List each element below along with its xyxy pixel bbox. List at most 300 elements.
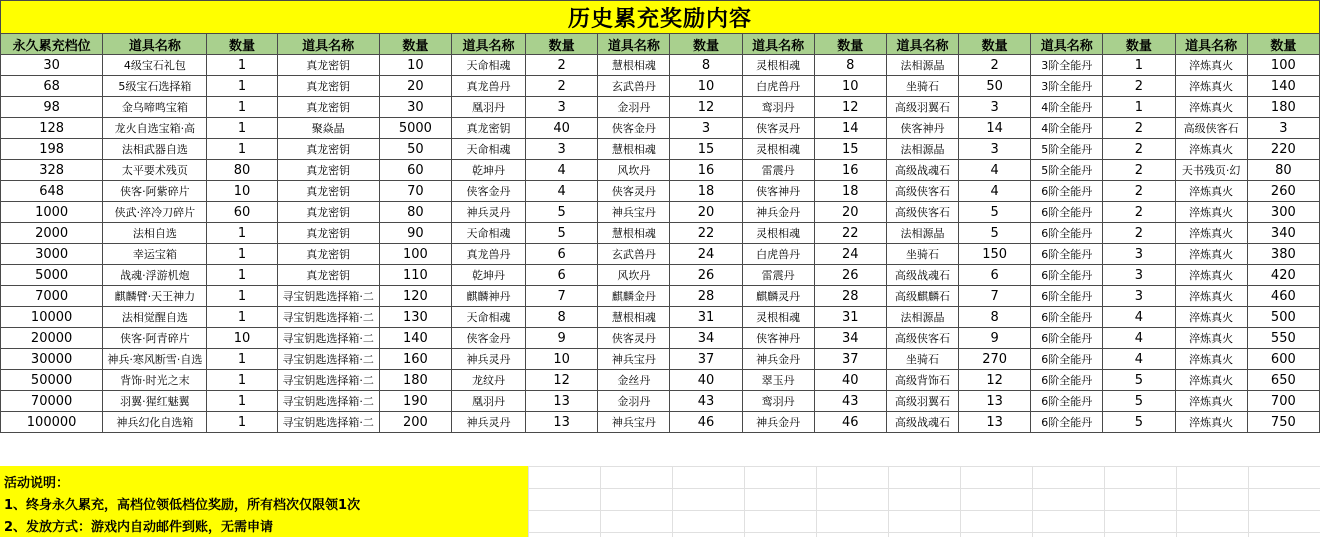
quantity-cell: 1: [207, 370, 277, 391]
item-name-cell: 高级战魂石: [886, 412, 958, 433]
tier-cell: 198: [1, 139, 103, 160]
quantity-cell: 2: [526, 55, 598, 76]
item-name-cell: 翠玉丹: [742, 370, 814, 391]
item-name-cell: 6阶全能丹: [1031, 307, 1103, 328]
quantity-cell: 10: [207, 181, 277, 202]
item-name-cell: 寻宝钥匙选择箱·二: [277, 307, 379, 328]
item-name-cell: 寻宝钥匙选择箱·二: [277, 412, 379, 433]
item-name-cell: 法相自选: [103, 223, 207, 244]
quantity-cell: 24: [814, 244, 886, 265]
quantity-cell: 5: [526, 202, 598, 223]
item-name-cell: 背饰·时光之末: [103, 370, 207, 391]
table-row: [1, 244, 1320, 265]
quantity-cell: 13: [959, 391, 1031, 412]
item-name-cell: 高级侠客石: [886, 181, 958, 202]
item-name-cell: 淬炼真火: [1175, 55, 1247, 76]
quantity-cell: 3: [959, 139, 1031, 160]
item-name-cell: 淬炼真火: [1175, 76, 1247, 97]
item-name-cell: 天命相魂: [451, 139, 525, 160]
item-name-cell: 真龙密钥: [277, 181, 379, 202]
quantity-cell: 750: [1247, 412, 1319, 433]
item-name-cell: 淬炼真火: [1175, 181, 1247, 202]
column-header: 永久累充档位: [1, 34, 103, 55]
tier-cell: 7000: [1, 286, 103, 307]
item-name-cell: 金丝丹: [598, 370, 670, 391]
notes-line-1: 1、终身永久累充，高档位领低档位奖励，所有档次仅限领1次: [4, 498, 361, 513]
tier-cell: 328: [1, 160, 103, 181]
column-header: 数量: [670, 34, 742, 55]
item-name-cell: 侠武·淬冷刀碎片: [103, 202, 207, 223]
item-name-cell: 龙火自选宝箱·高: [103, 118, 207, 139]
item-name-cell: 幸运宝箱: [103, 244, 207, 265]
quantity-cell: 8: [670, 55, 742, 76]
item-name-cell: 乾坤丹: [451, 265, 525, 286]
column-header: 道具名称: [742, 34, 814, 55]
quantity-cell: 5: [526, 223, 598, 244]
quantity-cell: 40: [814, 370, 886, 391]
quantity-cell: 4: [526, 181, 598, 202]
item-name-cell: 4级宝石礼包: [103, 55, 207, 76]
item-name-cell: 3阶全能丹: [1031, 76, 1103, 97]
item-name-cell: 淬炼真火: [1175, 286, 1247, 307]
item-name-cell: 慧根相魂: [598, 139, 670, 160]
quantity-cell: 8: [814, 55, 886, 76]
quantity-cell: 13: [526, 412, 598, 433]
quantity-cell: 5: [959, 223, 1031, 244]
item-name-cell: 寻宝钥匙选择箱·二: [277, 391, 379, 412]
quantity-cell: 22: [814, 223, 886, 244]
item-name-cell: 淬炼真火: [1175, 391, 1247, 412]
column-header: 道具名称: [598, 34, 670, 55]
item-name-cell: 真龙兽丹: [451, 76, 525, 97]
item-name-cell: 坐骑石: [886, 244, 958, 265]
item-name-cell: 真龙密钥: [277, 244, 379, 265]
item-name-cell: 神兵幻化自选箱: [103, 412, 207, 433]
tier-cell: 100000: [1, 412, 103, 433]
quantity-cell: 30: [379, 97, 451, 118]
quantity-cell: 80: [207, 160, 277, 181]
quantity-cell: 90: [379, 223, 451, 244]
tier-cell: 2000: [1, 223, 103, 244]
item-name-cell: 雷震丹: [742, 160, 814, 181]
item-name-cell: 6阶全能丹: [1031, 286, 1103, 307]
item-name-cell: 5阶全能丹: [1031, 139, 1103, 160]
item-name-cell: 神兵金丹: [742, 412, 814, 433]
quantity-cell: 1: [1103, 97, 1175, 118]
item-name-cell: 真龙密钥: [277, 97, 379, 118]
item-name-cell: 玄武兽丹: [598, 244, 670, 265]
item-name-cell: 寻宝钥匙选择箱·二: [277, 286, 379, 307]
quantity-cell: 5: [959, 202, 1031, 223]
quantity-cell: 31: [670, 307, 742, 328]
quantity-cell: 10: [379, 55, 451, 76]
item-name-cell: 神兵宝丹: [598, 202, 670, 223]
tier-cell: 3000: [1, 244, 103, 265]
item-name-cell: 淬炼真火: [1175, 97, 1247, 118]
item-name-cell: 法相源晶: [886, 55, 958, 76]
item-name-cell: 真龙密钥: [277, 202, 379, 223]
item-name-cell: 天命相魂: [451, 55, 525, 76]
item-name-cell: 6阶全能丹: [1031, 412, 1103, 433]
item-name-cell: 坐骑石: [886, 349, 958, 370]
quantity-cell: 5: [1103, 412, 1175, 433]
item-name-cell: 麒麟金丹: [598, 286, 670, 307]
item-name-cell: 灵根相魂: [742, 55, 814, 76]
quantity-cell: 200: [379, 412, 451, 433]
quantity-cell: 15: [814, 139, 886, 160]
item-name-cell: 侠客金丹: [598, 118, 670, 139]
quantity-cell: 140: [1247, 76, 1319, 97]
quantity-cell: 380: [1247, 244, 1319, 265]
quantity-cell: 110: [379, 265, 451, 286]
item-name-cell: 6阶全能丹: [1031, 223, 1103, 244]
quantity-cell: 20: [379, 76, 451, 97]
item-name-cell: 凰羽丹: [451, 391, 525, 412]
item-name-cell: 慧根相魂: [598, 55, 670, 76]
quantity-cell: 3: [1103, 265, 1175, 286]
tier-cell: 30: [1, 55, 103, 76]
item-name-cell: 高级侠客石: [886, 328, 958, 349]
quantity-cell: 60: [207, 202, 277, 223]
item-name-cell: 聚焱晶: [277, 118, 379, 139]
item-name-cell: 真龙兽丹: [451, 244, 525, 265]
item-name-cell: 玄武兽丹: [598, 76, 670, 97]
item-name-cell: 6阶全能丹: [1031, 328, 1103, 349]
item-name-cell: 法相源晶: [886, 307, 958, 328]
item-name-cell: 4阶全能丹: [1031, 97, 1103, 118]
quantity-cell: 150: [959, 244, 1031, 265]
item-name-cell: 真龙密钥: [277, 265, 379, 286]
item-name-cell: 太平要术残页: [103, 160, 207, 181]
quantity-cell: 6: [526, 265, 598, 286]
quantity-cell: 100: [1247, 55, 1319, 76]
item-name-cell: 淬炼真火: [1175, 223, 1247, 244]
quantity-cell: 5: [1103, 391, 1175, 412]
quantity-cell: 2: [1103, 223, 1175, 244]
item-name-cell: 淬炼真火: [1175, 328, 1247, 349]
quantity-cell: 50: [379, 139, 451, 160]
item-name-cell: 麒麟灵丹: [742, 286, 814, 307]
item-name-cell: 3阶全能丹: [1031, 55, 1103, 76]
item-name-cell: 侠客灵丹: [742, 118, 814, 139]
quantity-cell: 26: [814, 265, 886, 286]
tier-cell: 70000: [1, 391, 103, 412]
item-name-cell: 高级战魂石: [886, 160, 958, 181]
quantity-cell: 15: [670, 139, 742, 160]
table-row: [1, 370, 1320, 391]
quantity-cell: 340: [1247, 223, 1319, 244]
item-name-cell: 6阶全能丹: [1031, 265, 1103, 286]
item-name-cell: 侠客灵丹: [598, 181, 670, 202]
quantity-cell: 1: [207, 412, 277, 433]
quantity-cell: 10: [526, 349, 598, 370]
column-header: 数量: [379, 34, 451, 55]
quantity-cell: 8: [959, 307, 1031, 328]
item-name-cell: 寻宝钥匙选择箱·二: [277, 370, 379, 391]
quantity-cell: 37: [670, 349, 742, 370]
table-row: [1, 118, 1320, 139]
quantity-cell: 80: [379, 202, 451, 223]
column-header: 数量: [526, 34, 598, 55]
item-name-cell: 灵根相魂: [742, 307, 814, 328]
quantity-cell: 160: [379, 349, 451, 370]
item-name-cell: 天命相魂: [451, 307, 525, 328]
item-name-cell: 天书残页·幻: [1175, 160, 1247, 181]
quantity-cell: 190: [379, 391, 451, 412]
quantity-cell: 43: [670, 391, 742, 412]
quantity-cell: 3: [670, 118, 742, 139]
quantity-cell: 12: [670, 97, 742, 118]
column-header: 道具名称: [886, 34, 958, 55]
quantity-cell: 2: [526, 76, 598, 97]
item-name-cell: 风坎丹: [598, 265, 670, 286]
item-name-cell: 侠客金丹: [451, 181, 525, 202]
column-header: 道具名称: [277, 34, 379, 55]
item-name-cell: 真龙密钥: [277, 55, 379, 76]
quantity-cell: 50: [959, 76, 1031, 97]
quantity-cell: 270: [959, 349, 1031, 370]
item-name-cell: 慧根相魂: [598, 307, 670, 328]
item-name-cell: 高级麒麟石: [886, 286, 958, 307]
quantity-cell: 46: [814, 412, 886, 433]
quantity-cell: 6: [526, 244, 598, 265]
quantity-cell: 2: [1103, 181, 1175, 202]
item-name-cell: 白虎兽丹: [742, 76, 814, 97]
quantity-cell: 650: [1247, 370, 1319, 391]
item-name-cell: 天命相魂: [451, 223, 525, 244]
quantity-cell: 300: [1247, 202, 1319, 223]
item-name-cell: 法相源晶: [886, 223, 958, 244]
quantity-cell: 1: [207, 244, 277, 265]
quantity-cell: 10: [814, 76, 886, 97]
table-row: [1, 328, 1320, 349]
item-name-cell: 侠客金丹: [451, 328, 525, 349]
activity-notes: [0, 466, 528, 537]
quantity-cell: 120: [379, 286, 451, 307]
quantity-cell: 34: [670, 328, 742, 349]
quantity-cell: 1: [207, 55, 277, 76]
tier-cell: 5000: [1, 265, 103, 286]
quantity-cell: 12: [814, 97, 886, 118]
quantity-cell: 1: [207, 97, 277, 118]
item-name-cell: 6阶全能丹: [1031, 202, 1103, 223]
quantity-cell: 7: [526, 286, 598, 307]
quantity-cell: 80: [1247, 160, 1319, 181]
quantity-cell: 3: [526, 139, 598, 160]
quantity-cell: 1: [207, 349, 277, 370]
table-row: [1, 76, 1320, 97]
column-header: 数量: [207, 34, 277, 55]
item-name-cell: 鸾羽丹: [742, 391, 814, 412]
quantity-cell: 1: [207, 265, 277, 286]
notes-heading: 活动说明：: [4, 476, 70, 491]
item-name-cell: 法相武器自选: [103, 139, 207, 160]
quantity-cell: 14: [959, 118, 1031, 139]
item-name-cell: 神兵·寒风断雪·自选: [103, 349, 207, 370]
item-name-cell: 寻宝钥匙选择箱·二: [277, 328, 379, 349]
item-name-cell: 淬炼真火: [1175, 265, 1247, 286]
quantity-cell: 1: [207, 223, 277, 244]
item-name-cell: 麒麟神丹: [451, 286, 525, 307]
item-name-cell: 6阶全能丹: [1031, 244, 1103, 265]
column-header: 数量: [1103, 34, 1175, 55]
item-name-cell: 淬炼真火: [1175, 202, 1247, 223]
item-name-cell: 神兵宝丹: [598, 412, 670, 433]
quantity-cell: 4: [959, 181, 1031, 202]
item-name-cell: 侠客灵丹: [598, 328, 670, 349]
quantity-cell: 10: [670, 76, 742, 97]
tier-cell: 20000: [1, 328, 103, 349]
item-name-cell: 高级侠客石: [886, 202, 958, 223]
tier-cell: 98: [1, 97, 103, 118]
item-name-cell: 神兵金丹: [742, 349, 814, 370]
table-row: [1, 139, 1320, 160]
quantity-cell: 2: [1103, 118, 1175, 139]
quantity-cell: 3: [1103, 286, 1175, 307]
notes-line-2: 2、发放方式：游戏内自动邮件到账，无需申请: [4, 520, 274, 535]
column-header: 道具名称: [451, 34, 525, 55]
item-name-cell: 神兵金丹: [742, 202, 814, 223]
item-name-cell: 凰羽丹: [451, 97, 525, 118]
quantity-cell: 4: [1103, 328, 1175, 349]
header-row: [1, 34, 1320, 55]
quantity-cell: 3: [526, 97, 598, 118]
quantity-cell: 2: [959, 55, 1031, 76]
quantity-cell: 12: [526, 370, 598, 391]
item-name-cell: 高级侠客石: [1175, 118, 1247, 139]
table-row: [1, 160, 1320, 181]
quantity-cell: 2: [1103, 202, 1175, 223]
item-name-cell: 5阶全能丹: [1031, 160, 1103, 181]
quantity-cell: 130: [379, 307, 451, 328]
quantity-cell: 1: [207, 139, 277, 160]
quantity-cell: 5000: [379, 118, 451, 139]
quantity-cell: 43: [814, 391, 886, 412]
item-name-cell: 高级羽翼石: [886, 97, 958, 118]
item-name-cell: 4阶全能丹: [1031, 118, 1103, 139]
quantity-cell: 4: [1103, 349, 1175, 370]
item-name-cell: 侠客神丹: [886, 118, 958, 139]
tier-cell: 50000: [1, 370, 103, 391]
sheet-title: 历史累充奖励内容: [1, 1, 1320, 34]
quantity-cell: 500: [1247, 307, 1319, 328]
table-row: [1, 55, 1320, 76]
quantity-cell: 26: [670, 265, 742, 286]
table-row: [1, 349, 1320, 370]
item-name-cell: 灵根相魂: [742, 139, 814, 160]
item-name-cell: 白虎兽丹: [742, 244, 814, 265]
quantity-cell: 7: [959, 286, 1031, 307]
tier-cell: 30000: [1, 349, 103, 370]
column-header: 数量: [814, 34, 886, 55]
table-row: [1, 181, 1320, 202]
quantity-cell: 18: [814, 181, 886, 202]
item-name-cell: 龙纹丹: [451, 370, 525, 391]
item-name-cell: 法相源晶: [886, 139, 958, 160]
quantity-cell: 31: [814, 307, 886, 328]
item-name-cell: 侠客·阿紫碎片: [103, 181, 207, 202]
table-row: [1, 307, 1320, 328]
item-name-cell: 6阶全能丹: [1031, 391, 1103, 412]
quantity-cell: 1: [207, 307, 277, 328]
quantity-cell: 1: [1103, 55, 1175, 76]
tier-cell: 1000: [1, 202, 103, 223]
quantity-cell: 420: [1247, 265, 1319, 286]
quantity-cell: 37: [814, 349, 886, 370]
quantity-cell: 460: [1247, 286, 1319, 307]
item-name-cell: 侠客神丹: [742, 181, 814, 202]
table-row: [1, 202, 1320, 223]
item-name-cell: 淬炼真火: [1175, 244, 1247, 265]
item-name-cell: 法相觉醒自选: [103, 307, 207, 328]
column-header: 数量: [1247, 34, 1319, 55]
quantity-cell: 8: [526, 307, 598, 328]
quantity-cell: 24: [670, 244, 742, 265]
item-name-cell: 真龙密钥: [277, 76, 379, 97]
item-name-cell: 金乌啼鸣宝箱: [103, 97, 207, 118]
quantity-cell: 70: [379, 181, 451, 202]
quantity-cell: 260: [1247, 181, 1319, 202]
tier-cell: 68: [1, 76, 103, 97]
quantity-cell: 700: [1247, 391, 1319, 412]
quantity-cell: 3: [1103, 244, 1175, 265]
item-name-cell: 高级战魂石: [886, 265, 958, 286]
quantity-cell: 4: [959, 160, 1031, 181]
quantity-cell: 1: [207, 391, 277, 412]
item-name-cell: 淬炼真火: [1175, 349, 1247, 370]
item-name-cell: 6阶全能丹: [1031, 181, 1103, 202]
item-name-cell: 鸾羽丹: [742, 97, 814, 118]
quantity-cell: 4: [1103, 307, 1175, 328]
quantity-cell: 16: [670, 160, 742, 181]
quantity-cell: 3: [959, 97, 1031, 118]
table-row: [1, 265, 1320, 286]
quantity-cell: 4: [526, 160, 598, 181]
quantity-cell: 600: [1247, 349, 1319, 370]
item-name-cell: 金羽丹: [598, 97, 670, 118]
quantity-cell: 3: [1247, 118, 1319, 139]
quantity-cell: 13: [526, 391, 598, 412]
tier-cell: 648: [1, 181, 103, 202]
tier-cell: 128: [1, 118, 103, 139]
quantity-cell: 180: [379, 370, 451, 391]
table-row: [1, 412, 1320, 433]
quantity-cell: 34: [814, 328, 886, 349]
quantity-cell: 28: [814, 286, 886, 307]
item-name-cell: 淬炼真火: [1175, 307, 1247, 328]
item-name-cell: 5级宝石选择箱: [103, 76, 207, 97]
quantity-cell: 1: [207, 76, 277, 97]
table-row: [1, 97, 1320, 118]
item-name-cell: 金羽丹: [598, 391, 670, 412]
item-name-cell: 淬炼真火: [1175, 370, 1247, 391]
table-row: [1, 223, 1320, 244]
item-name-cell: 神兵灵丹: [451, 202, 525, 223]
quantity-cell: 220: [1247, 139, 1319, 160]
item-name-cell: 乾坤丹: [451, 160, 525, 181]
column-header: 数量: [959, 34, 1031, 55]
quantity-cell: 1: [207, 286, 277, 307]
quantity-cell: 9: [959, 328, 1031, 349]
quantity-cell: 14: [814, 118, 886, 139]
quantity-cell: 6: [959, 265, 1031, 286]
item-name-cell: 真龙密钥: [451, 118, 525, 139]
quantity-cell: 5: [1103, 370, 1175, 391]
item-name-cell: 淬炼真火: [1175, 139, 1247, 160]
item-name-cell: 真龙密钥: [277, 160, 379, 181]
quantity-cell: 16: [814, 160, 886, 181]
item-name-cell: 淬炼真火: [1175, 412, 1247, 433]
